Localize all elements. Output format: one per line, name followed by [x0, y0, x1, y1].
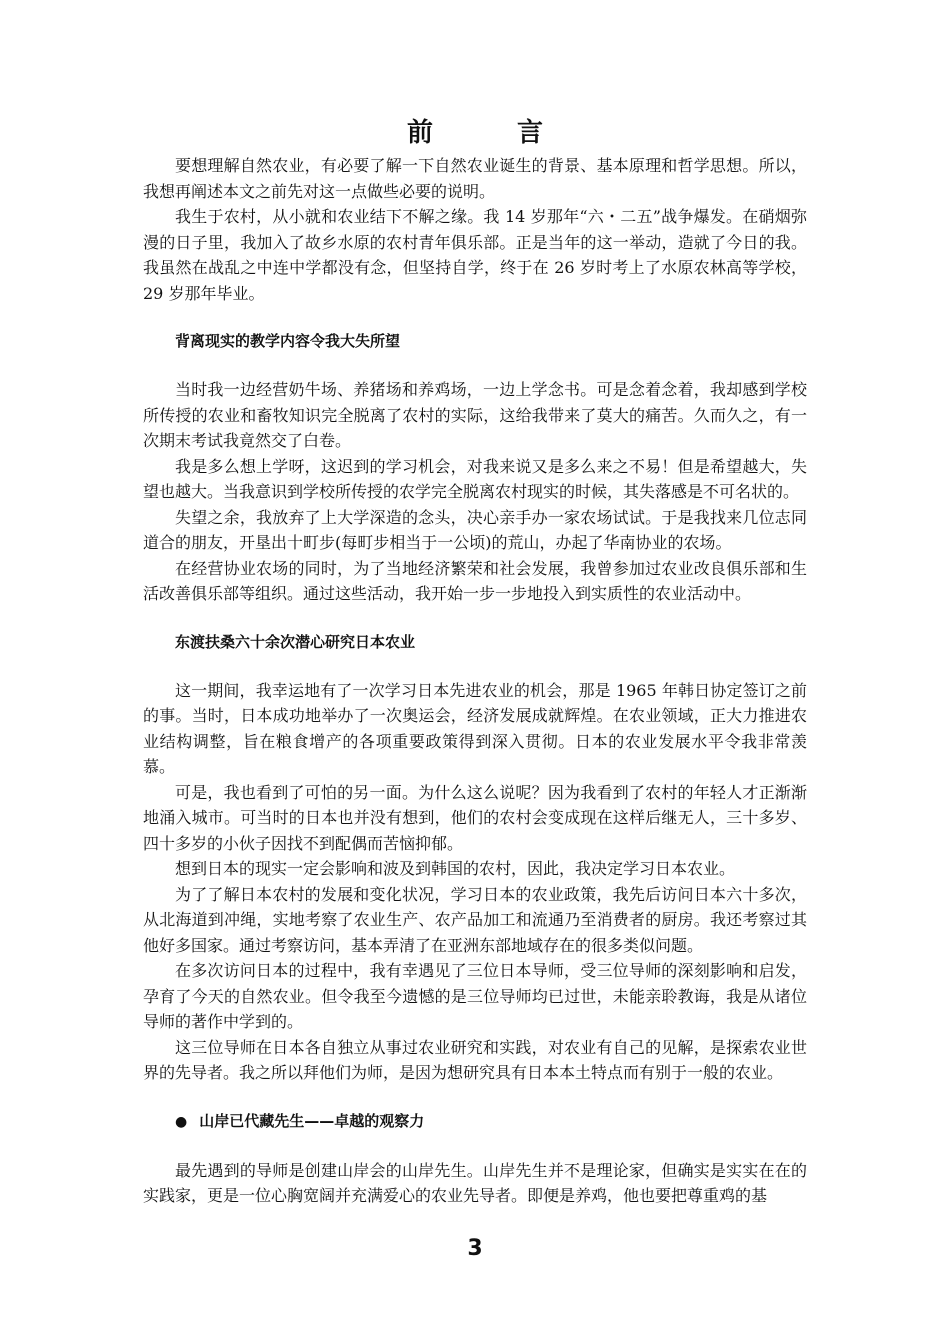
page-number: 3 — [467, 1236, 483, 1261]
section1-paragraph-1: 当时我一边经营奶牛场、养猪场和养鸡场，一边上学念书。可是念着念着，我却感到学校所传授的农业和畜牧知识完全脱离了农村的实际，这给我带来了莫大的痛苦。久而久之，有一次期末考试我竟然交了白卷。 — [143, 380, 807, 450]
bullet-icon: ● — [175, 1113, 188, 1130]
section-heading-3 — [175, 1109, 807, 1135]
intro-paragraph-1: 要想理解自然农业，有必要了解一下自然农业诞生的背景、基本原理和哲学思想。所以，我想再阐述本文之前先对这一点做些必要的说明。 — [143, 156, 807, 201]
section3-paragraph-1: 最先遇到的导师是创建山岸会的山岸先生。山岸先生并不是理论家，但确实是实实在在的实践家，更是一位心胸宽阔并充满爱心的农业先导者。即便是养鸡，他也要把尊重鸡的基 — [143, 1160, 807, 1205]
section2-paragraph-6: 这三位导师在日本各自独立从事过农业研究和实践，对农业有自己的见解，是探索农业世界的先导者。我之所以拜他们为师，是因为想研究具有日本本土特点而有别于一般的农业。 — [143, 1037, 807, 1082]
section-heading-2: 东渡扶桑六十余次潜心研究日本农业 — [175, 632, 416, 651]
section-heading-1: 背离现实的教学内容令我大失所望 — [175, 332, 401, 350]
section-heading-3-text: 山岸已代藏先生——卓越的观察力 — [199, 1111, 425, 1130]
section2-paragraph-3: 想到日本的现实一定会影响和波及到韩国的农村，因此，我决定学习日本农业。 — [175, 859, 736, 878]
section2-paragraph-5: 在多次访问日本的过程中，我有幸遇见了三位日本导师，受三位导师的深刻影响和启发，孕育了今天的自然农业。但令我至今遗憾的是三位导师均已过世，未能亲聆教诲，我是从诸位导师的著作中学到的。 — [143, 961, 807, 1031]
section1-paragraph-2: 我是多么想上学呀，这迟到的学习机会，对我来说又是多么来之不易！但是希望越大，失望也越大。当我意识到学校所传授的农学完全脱离农村现实的时候，其失落感是不可名状的。 — [143, 456, 807, 501]
section1-paragraph-3: 失望之余，我放弃了上大学深造的念头，决心亲手办一家农场试试。于是我找来几位志同道合的朋友，开垦出十町步(每町步相当于一公顷)的荒山，办起了华南协业的农场。 — [143, 507, 807, 552]
section2-paragraph-2: 可是，我也看到了可怕的另一面。为什么这么说呢？因为我看到了农村的年轻人才正渐渐地涌入城市。可当时的日本也并没有想到，他们的农村会变成现在这样后继无人，三十多岁、四十多岁的小伙子因找不到配偶而苦恼抑郁。 — [143, 782, 807, 853]
body-text — [143, 153, 807, 1209]
section1-paragraph-4: 在经营协业农场的同时，为了当地经济繁荣和社会发展，我曾参加过农业改良俱乐部和生活改善俱乐部等组织。通过这些活动，我开始一步一步地投入到实质性的农业活动中。 — [143, 558, 807, 603]
intro-paragraph-2: 我生于农村，从小就和农业结下不解之缘。我 14 岁那年“六・二五”战争爆发。在硝烟弥漫的日子里，我加入了故乡水原的农村青年俱乐部。正是当年的这一举动，造就了今日的我。我虽然在战乱之中连中学都没有念，但坚持自学，终于在 26 岁时考上了水原农林高等学校，29 岁那年毕业。 — [143, 207, 807, 303]
section2-paragraph-4: 为了了解日本农村的发展和变化状况，学习日本的农业政策，我先后访问日本六十多次，从北海道到冲绳，实地考察了农业生产、农产品加工和流通乃至消费者的厨房。我还考察过其他好多国家。通过考察访问，基本弄清了在亚洲东部地域存在的很多类似问题。 — [143, 884, 807, 955]
page-title: 前言 — [406, 118, 627, 148]
section2-paragraph-1: 这一期间，我幸运地有了一次学习日本先进农业的机会，那是 1965 年韩日协定签订之前的事。当时，日本成功地举办了一次奥运会，经济发展成就辉煌。在农业领域，正大力推进农业结构调整，旨在粮食增产的各项重要政策得到深入贯彻。日本的农业发展水平令我非常羡慕。 — [143, 680, 807, 776]
